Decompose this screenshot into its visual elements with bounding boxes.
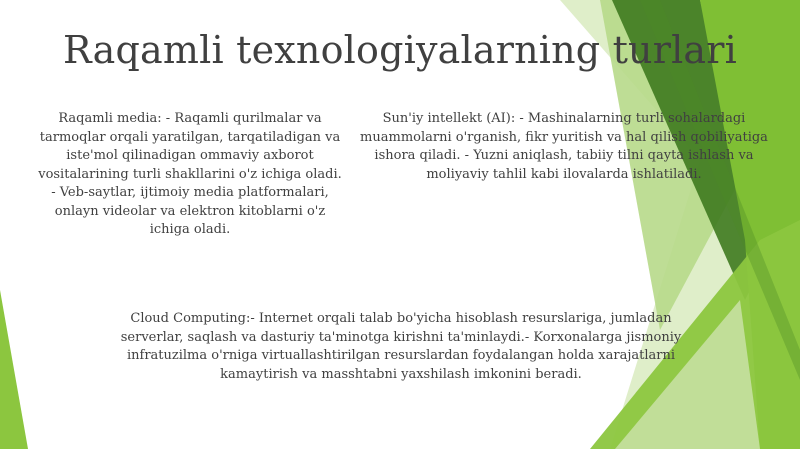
left-green-sliver (0, 290, 28, 449)
cloud-computing-text: Cloud Computing:- Internet orqali talab bo'yicha hisoblash resurslariga, jumladan serverlar, saqlash va dasturiy ta'minotga kirishni ta'minlaydi.- Korxonalarga jismoniy infratuzilma o'rniga virtuallashtirilgan resurslardan foydalangan holda xarajatlarni kamaytirish va masshtabni yaxshilash imkonini beradi. (120, 311, 682, 382)
digital-media-text: Raqamli media: - Raqamli qurilmalar va tarmoqlar orqali yaratilgan, tarqatiladigan va iste'mol qilinadigan ommaviy axborot vositalarining turli shakllarini o'z ichiga oladi. - Veb-saytlar, ijtimoiy media platformalari, onlayn videolar va elektron kitoblarni o'z ichiga oladi. (38, 111, 342, 237)
artificial-intelligence-text: Sun'iy intellekt (AI): - Mashinalarning turli sohalardagi muammolarni o'rganish, fikr yuritish va hal qilish qobiliyatiga ishora qiladi. - Yuzni aniqlash, tabiiy tilni qayta ishlash va moliyaviy tahlil kabi ilovalarda ishlatiladi. (360, 111, 768, 182)
slide-title: Raqamli texnologiyalarning turlari (62, 28, 738, 72)
